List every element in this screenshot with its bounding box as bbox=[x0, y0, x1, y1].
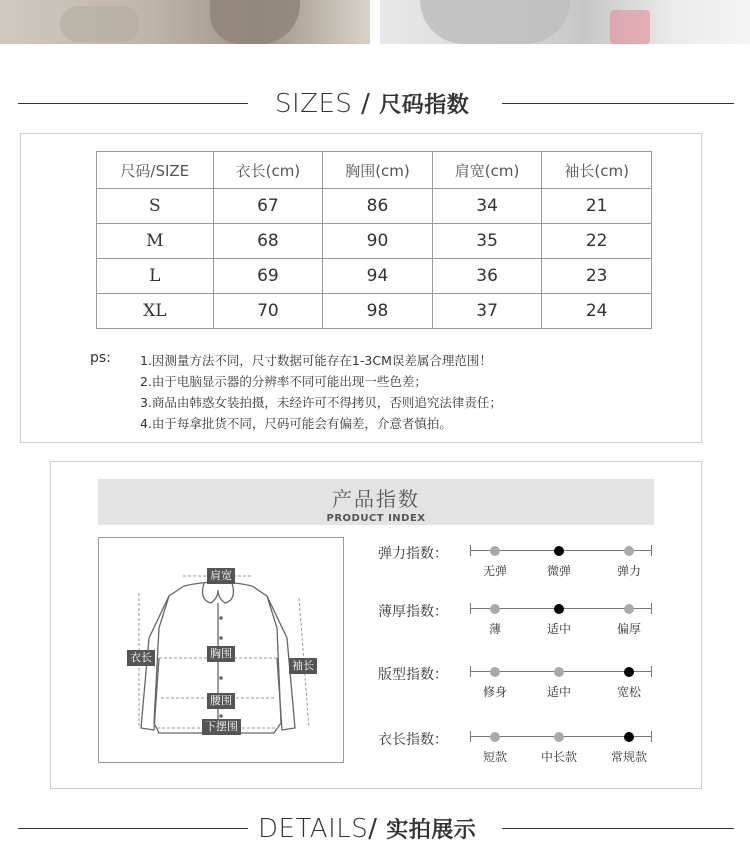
scale-dot-selected bbox=[554, 604, 564, 614]
details-heading-en: DETAILS bbox=[258, 814, 369, 844]
details-heading-sep: / bbox=[368, 814, 387, 844]
details-heading-line-right bbox=[502, 828, 734, 829]
index-option: 偏厚 bbox=[616, 622, 641, 636]
table-cell: 68 bbox=[213, 224, 323, 259]
table-cell: 69 bbox=[213, 259, 323, 294]
table-header: 衣长(cm) bbox=[213, 152, 323, 189]
scale-dot bbox=[624, 546, 634, 556]
scale-dot bbox=[490, 604, 500, 614]
label-hem: 下摆围 bbox=[202, 719, 241, 735]
label-sleeve: 袖长 bbox=[289, 658, 317, 674]
label-length: 衣长 bbox=[127, 650, 155, 666]
index-option: 宽松 bbox=[616, 685, 641, 699]
label-shoulder: 肩宽 bbox=[207, 568, 235, 584]
product-index-title-en: PRODUCT INDEX bbox=[326, 513, 426, 524]
note-line: 4.由于每拿批货不同，尺码可能会有偏差，介意者慎拍。 bbox=[140, 416, 452, 431]
size-table bbox=[96, 151, 652, 329]
table-cell: 36 bbox=[432, 259, 542, 294]
table-cell: 67 bbox=[213, 189, 323, 224]
note-line: 2.由于电脑显示器的分辨率不同可能出现一些色差； bbox=[140, 374, 427, 389]
index-label-length: 衣长指数： bbox=[378, 732, 448, 748]
table-cell: 70 bbox=[213, 294, 323, 329]
index-scale bbox=[470, 731, 652, 743]
scale-dot-selected bbox=[624, 667, 634, 677]
table-row bbox=[97, 189, 652, 224]
scale-dot bbox=[490, 667, 500, 677]
index-option: 修身 bbox=[482, 685, 507, 699]
table-header: 肩宽(cm) bbox=[432, 152, 542, 189]
index-option: 微弹 bbox=[546, 564, 571, 578]
index-option: 无弹 bbox=[482, 564, 507, 578]
index-scale bbox=[470, 545, 652, 557]
scale-dot bbox=[490, 732, 500, 742]
table-row bbox=[97, 259, 652, 294]
index-scale bbox=[470, 603, 652, 615]
index-option: 中长款 bbox=[540, 750, 577, 764]
label-chest: 胸围 bbox=[207, 646, 235, 662]
top-photo-right bbox=[380, 0, 750, 44]
scale-dot-selected bbox=[624, 732, 634, 742]
table-cell-size: L bbox=[97, 259, 214, 294]
details-heading-line-left bbox=[18, 828, 248, 829]
size-table-header-row bbox=[97, 152, 652, 189]
table-cell: 21 bbox=[542, 189, 652, 224]
sizes-heading-line-right bbox=[502, 103, 734, 104]
table-cell-size: XL bbox=[97, 294, 214, 329]
product-index-title-cn: 产品指数 bbox=[332, 487, 420, 511]
shirt-measure-diagram bbox=[98, 537, 344, 763]
index-scale bbox=[470, 666, 652, 678]
scale-dot bbox=[554, 667, 564, 677]
table-cell: 94 bbox=[323, 259, 433, 294]
scale-dot bbox=[554, 732, 564, 742]
table-row bbox=[97, 224, 652, 259]
note-line: 3.商品由韩惑女装拍摄，未经许可不得拷贝，否则追究法律责任； bbox=[140, 395, 502, 410]
sizes-heading-line-left bbox=[18, 103, 248, 104]
top-photo-left bbox=[0, 0, 370, 44]
table-cell-size: M bbox=[97, 224, 214, 259]
details-heading-cn: 实拍展示 bbox=[386, 818, 477, 843]
table-cell-size: S bbox=[97, 189, 214, 224]
sizes-heading bbox=[275, 88, 469, 119]
table-header: 袖长(cm) bbox=[542, 152, 652, 189]
table-cell: 23 bbox=[542, 259, 652, 294]
scale-dot-selected bbox=[554, 546, 564, 556]
index-option: 适中 bbox=[546, 685, 571, 699]
notes-list bbox=[140, 350, 502, 434]
table-cell: 35 bbox=[432, 224, 542, 259]
index-option: 短款 bbox=[482, 750, 507, 764]
index-option: 薄 bbox=[488, 622, 501, 636]
table-cell: 90 bbox=[323, 224, 433, 259]
note-line: 1.因测量方法不同，尺寸数据可能存在1-3CM误差属合理范围！ bbox=[140, 353, 492, 368]
product-index-banner bbox=[98, 479, 654, 525]
table-cell: 37 bbox=[432, 294, 542, 329]
details-heading bbox=[258, 813, 476, 844]
index-label-fit: 版型指数： bbox=[378, 667, 448, 683]
index-option: 弹力 bbox=[616, 564, 641, 578]
table-header: 尺码/SIZE bbox=[97, 152, 214, 189]
scale-dot bbox=[624, 604, 634, 614]
index-label-thickness: 薄厚指数： bbox=[378, 604, 448, 620]
notes-label: ps: bbox=[90, 350, 111, 366]
index-option: 适中 bbox=[546, 622, 571, 636]
label-waist: 腰围 bbox=[207, 693, 235, 709]
index-label-elasticity: 弹力指数： bbox=[378, 546, 448, 562]
table-cell: 98 bbox=[323, 294, 433, 329]
index-option: 常规款 bbox=[610, 750, 647, 764]
table-cell: 24 bbox=[542, 294, 652, 329]
table-cell: 34 bbox=[432, 189, 542, 224]
sizes-heading-en: SIZES bbox=[275, 89, 353, 119]
sizes-heading-cn: 尺码指数 bbox=[379, 93, 470, 118]
scale-dot bbox=[490, 546, 500, 556]
sizes-heading-sep: / bbox=[352, 89, 380, 119]
table-cell: 22 bbox=[542, 224, 652, 259]
table-header: 胸围(cm) bbox=[323, 152, 433, 189]
table-cell: 86 bbox=[323, 189, 433, 224]
table-row bbox=[97, 294, 652, 329]
